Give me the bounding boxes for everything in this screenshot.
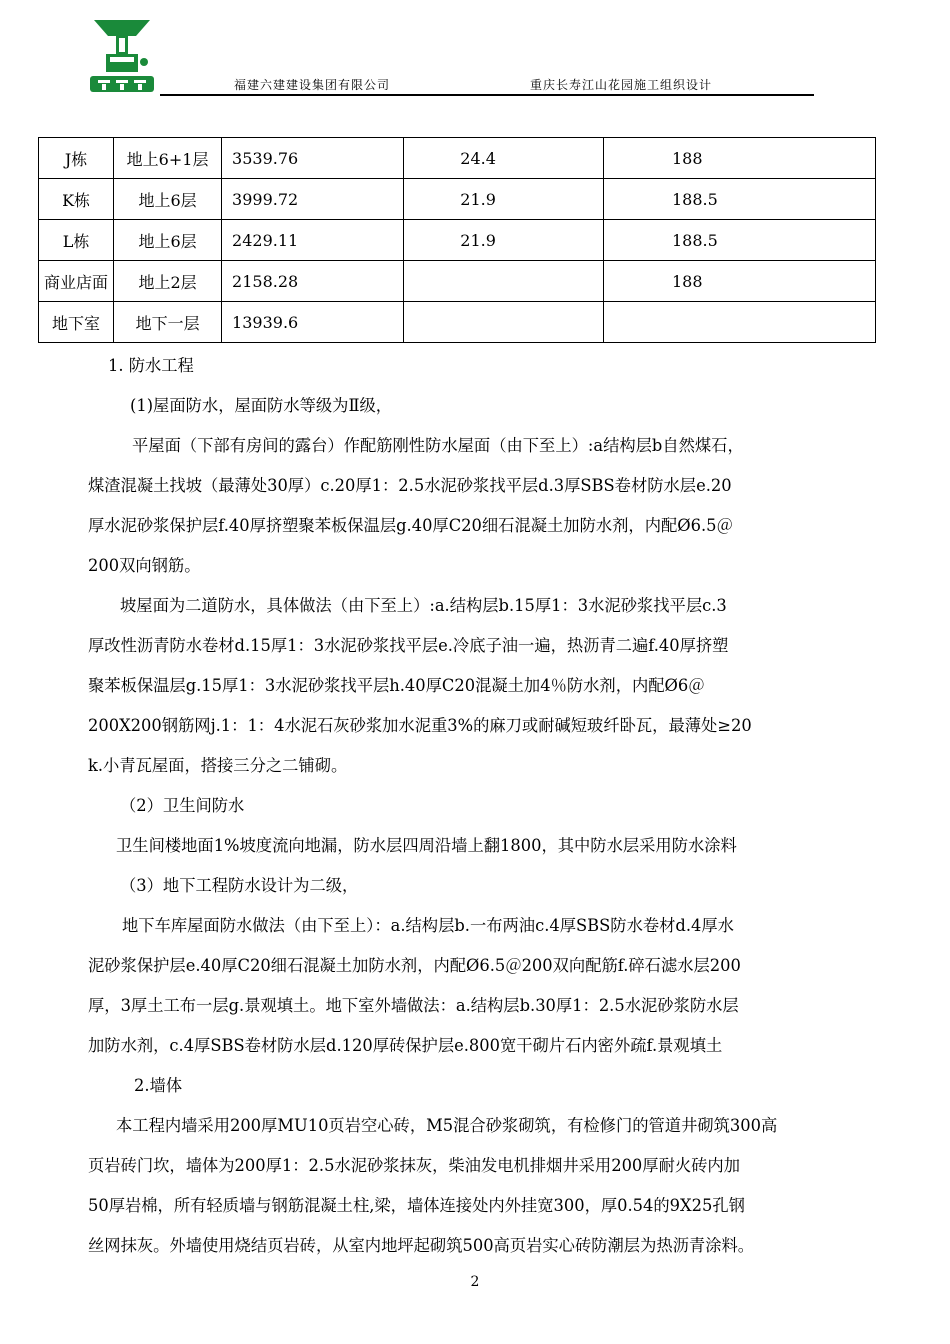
paragraph-line: 聚苯板保温层g.15厚1：3水泥砂浆找平层h.40厚C20混凝土加4％防水剂，内配Ø6＠ — [88, 676, 705, 695]
table-row — [39, 261, 876, 302]
table-cell: 2429.11 — [222, 220, 404, 261]
building-table — [38, 137, 876, 343]
header-project-title: 重庆长寿江山花园施工组织设计 — [530, 78, 713, 92]
table-cell: 2158.28 — [222, 261, 404, 302]
table-cell: 地上6层 — [114, 220, 222, 261]
paragraph-line: 本工程内墙采用200厚MU10页岩空心砖，M5混合砂浆砌筑，有检修门的管道井砌筑300高 — [116, 1116, 778, 1135]
paragraph-line: 厚，3厚土工布一层g.景观填土。地下室外墙做法：a.结构层b.30厚1：2.5水泥砂浆防水层 — [88, 996, 739, 1015]
paragraph-line: 平屋面（下部有房间的露台）作配筋刚性防水屋面（由下至上）:a结构层b自然煤石， — [132, 436, 744, 455]
table-cell: 地下一层 — [114, 302, 222, 343]
paragraph-line: 加防水剂，c.4厚SBS卷材防水层d.120厚砖保护层e.800宽干砌片石内密外疏f.景观填土 — [88, 1036, 723, 1055]
subsection-heading-bathroom: （2）卫生间防水 — [120, 796, 245, 815]
table-cell: J栋 — [39, 138, 114, 179]
paragraph-line: 50厚岩棉，所有轻质墙与钢筋混凝土柱,梁，墙体连接处内外挂宽300，厚0.54的9X25孔钢 — [88, 1196, 745, 1215]
table-cell: 地上6+1层 — [114, 138, 222, 179]
paragraph-line: 地下车库屋面防水做法（由下至上）：a.结构层b.一布两油c.4厚SBS防水卷材d.4厚水 — [122, 916, 734, 935]
table-cell: 地下室 — [39, 302, 114, 343]
table-row — [39, 302, 876, 343]
paragraph-line: 卫生间楼地面1%坡度流向地漏，防水层四周沿墙上翻1800，其中防水层采用防水涂料 — [116, 836, 737, 855]
table-cell: 商业店面 — [39, 261, 114, 302]
table-row — [39, 138, 876, 179]
table-cell: 188.5 — [603, 220, 875, 261]
paragraph-line: 200双向钢筋。 — [88, 556, 201, 575]
table-cell — [404, 302, 604, 343]
section-heading-waterproofing: 1. 防水工程 — [108, 356, 194, 375]
paragraph-line: 丝网抹灰。外墙使用烧结页岩砖，从室内地坪起砌筑500高页岩实心砖防潮层为热沥青涂料。 — [88, 1236, 755, 1255]
table-cell: 地上2层 — [114, 261, 222, 302]
table-row — [39, 220, 876, 261]
table-cell: 地上6层 — [114, 179, 222, 220]
table-cell: L栋 — [39, 220, 114, 261]
table-cell — [404, 261, 604, 302]
table-cell — [603, 302, 875, 343]
table-cell: 21.9 — [404, 220, 604, 261]
paragraph-line: 厚改性沥青防水卷材d.15厚1：3水泥砂浆找平层e.冷底子油一遍，热沥青二遍f.40厚挤塑 — [88, 636, 729, 655]
table-cell: 21.9 — [404, 179, 604, 220]
company-logo-icon — [88, 14, 156, 94]
table-cell: 3539.76 — [222, 138, 404, 179]
header-company-name: 福建六建建设集团有限公司 — [234, 78, 391, 92]
subsection-heading-roof: (1)屋面防水，屋面防水等级为Ⅱ级， — [130, 396, 393, 415]
header-rule — [160, 94, 814, 96]
paragraph-line: 泥砂浆保护层e.40厚C20细石混凝土加防水剂，内配Ø6.5＠200双向配筋f.碎石滤水层200 — [88, 956, 741, 975]
table-row — [39, 179, 876, 220]
table-cell: 3999.72 — [222, 179, 404, 220]
table-cell: 188 — [603, 261, 875, 302]
paragraph-line: 厚水泥砂浆保护层f.40厚挤塑聚苯板保温层g.40厚C20细石混凝土加防水剂，内配Ø6.5＠ — [88, 516, 733, 535]
paragraph-line: 页岩砖门坎，墙体为200厚1：2.5水泥砂浆抹灰，柴油发电机排烟井采用200厚耐火砖内加 — [88, 1156, 740, 1175]
table-cell: 188.5 — [603, 179, 875, 220]
subsection-heading-underground: （3）地下工程防水设计为二级， — [120, 876, 359, 895]
paragraph-line: 200X200钢筋网j.1：1：4水泥石灰砂浆加水泥重3%的麻刀或耐碱短玻纤卧瓦，最薄处≥20 — [88, 716, 752, 735]
section-heading-walls: 2.墙体 — [134, 1076, 183, 1095]
table-cell: K栋 — [39, 179, 114, 220]
table-cell: 188 — [603, 138, 875, 179]
document-body — [88, 346, 880, 1266]
table-cell: 13939.6 — [222, 302, 404, 343]
paragraph-line: k.小青瓦屋面，搭接三分之二铺砌。 — [88, 756, 348, 775]
page-number: 2 — [470, 1274, 480, 1290]
paragraph-line: 坡屋面为二道防水，具体做法（由下至上）:a.结构层b.15厚1：3水泥砂浆找平层c.3 — [120, 596, 727, 615]
page-header — [88, 14, 814, 98]
paragraph-line: 煤渣混凝土找坡（最薄处30厚）c.20厚1：2.5水泥砂浆找平层d.3厚SBS卷材防水层e.20 — [88, 476, 732, 495]
table-cell: 24.4 — [404, 138, 604, 179]
